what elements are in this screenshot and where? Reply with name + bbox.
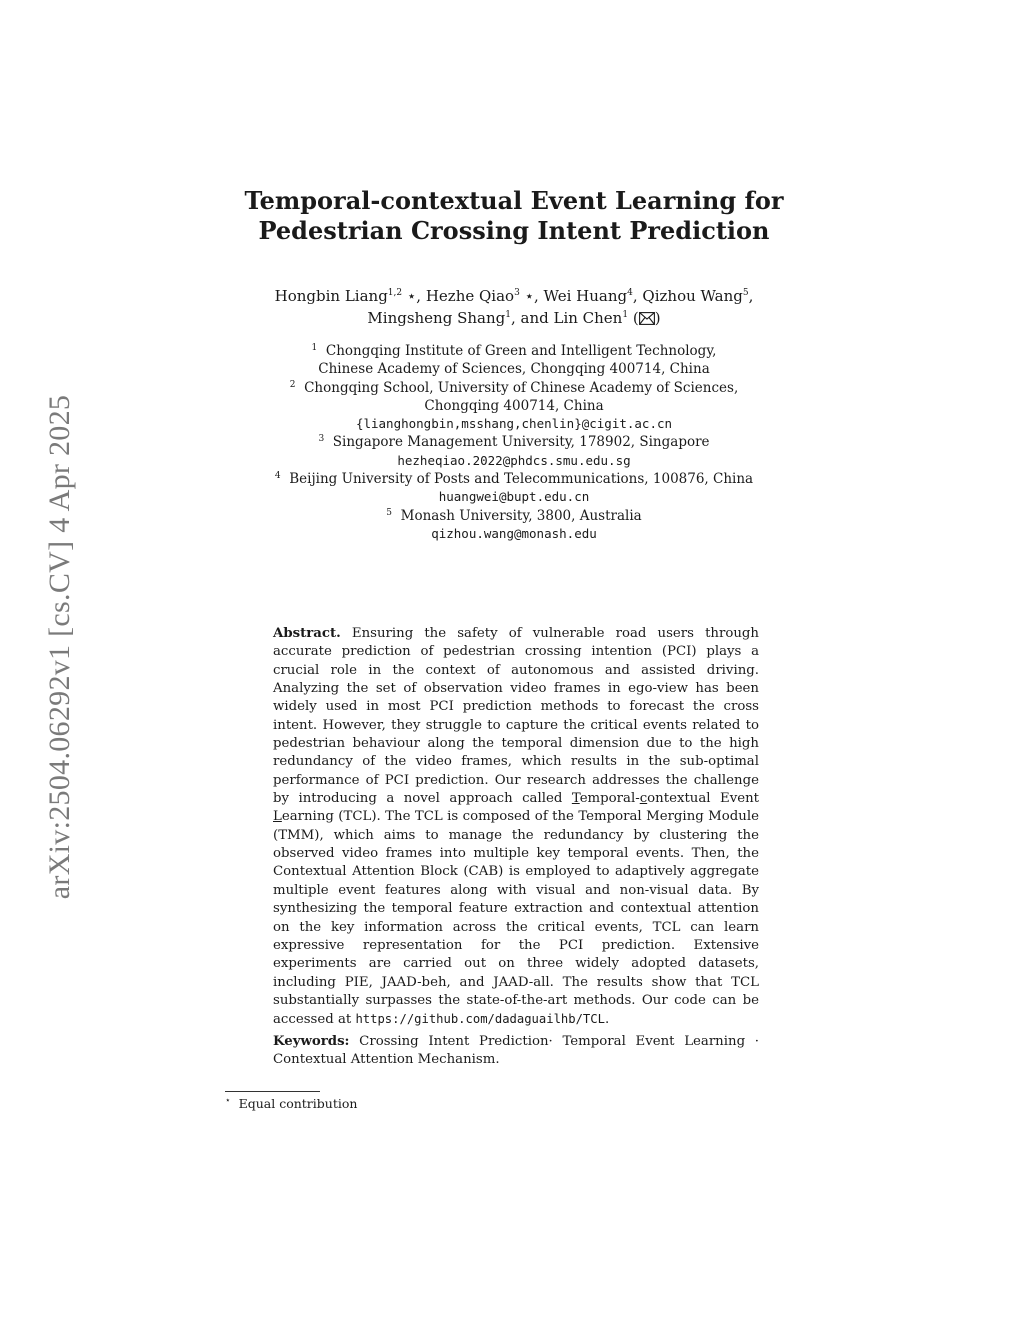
arxiv-identifier: arXiv:2504.06292v1 [cs.CV] 4 Apr 2025	[43, 394, 76, 900]
envelope-icon	[639, 312, 655, 325]
author-4: Qizhou Wang$^5$,	[642, 287, 754, 305]
title-line-2: Pedestrian Crossing Intent Prediction	[258, 216, 770, 245]
footnote	[225, 1096, 357, 1112]
author-6: Lin Chen$^1$	[553, 309, 629, 327]
author-list	[180, 285, 848, 329]
affiliation-2-cont: Chongqing 400714, China	[424, 397, 604, 414]
keywords	[273, 1033, 759, 1070]
tcl-name: Temporal-contextual Event Learning	[273, 791, 760, 825]
affiliation-5-email[interactable]: qizhou.wang@monash.edu	[431, 525, 597, 541]
corresponding-author-marker: ( )	[632, 309, 661, 327]
keywords-text: Crossing Intent Prediction· Temporal Event Learning · Contextual Attention Mechanism.	[273, 1034, 759, 1068]
author-1: Hongbin Liang$^{1,2}$ ⋆,	[274, 287, 426, 305]
affiliation-1: $^1$ Chongqing Institute of Green and Intelligent Technology,	[311, 343, 717, 359]
affiliation-1-cont: Chinese Academy of Sciences, Chongqing 400714, China	[318, 361, 710, 378]
abstract-text: Ensuring the safety of vulnerable road users through accurate prediction of pedestrian crossing intention (PCI) plays a crucial role in the context of autonomous and assisted driving. Analyzing the set of observation video frames in ego-view has been widely used in most PCI prediction methods to forecast the cross intent. However, they struggle to capture the critical events related to pedestrian behaviour along the temporal dimension due to the high redundancy of the video frames, which results in the sub-optimal performance of PCI prediction. Our research addresses the challenge by introducing a novel approach called	[273, 626, 759, 807]
code-link[interactable]: https://github.com/dadaguailhb/TCL	[355, 1012, 605, 1027]
affiliation-5: $^5$ Monash University, 3800, Australia	[386, 507, 642, 524]
affiliations	[180, 342, 848, 543]
footnote-text: Equal contribution	[238, 1096, 358, 1111]
affiliation-3-email[interactable]: hezheqiao.2022@phdcs.smu.edu.sg	[397, 452, 631, 468]
affiliation-3: $^3$ Singapore Management University, 178902, Singapore	[318, 434, 710, 451]
footnote-rule	[225, 1091, 320, 1092]
title-line-1: Temporal-contextual Event Learning for	[244, 186, 784, 215]
author-2: Hezhe Qiao$^3$ ⋆,	[425, 287, 544, 305]
paper-title	[200, 186, 828, 246]
abstract-label: Abstract.	[273, 626, 341, 641]
keywords-label: Keywords:	[273, 1034, 350, 1049]
footnote-mark: ⋆	[225, 1096, 231, 1106]
affiliation-2: $^2$ Chongqing School, University of Chinese Academy of Sciences,	[289, 379, 739, 396]
affiliation-4-email[interactable]: huangwei@bupt.edu.cn	[438, 489, 590, 505]
affiliation-4: $^4$ Beijing University of Posts and Telecommunications, 100876, China	[274, 471, 754, 488]
affiliation-2-email[interactable]: {lianghongbin,msshang,chenlin}@cigit.ac.cn	[355, 416, 673, 432]
author-5: Mingsheng Shang$^1$, and	[367, 309, 554, 327]
author-3: Wei Huang$^4$,	[543, 287, 643, 305]
abstract-text-cont: (TCL). The TCL is composed of the Temporal Merging Module (TMM), which aims to manage the redundancy by clustering the observed video frames into multiple key temporal events. Then, the Contextual Attention Block (CAB) is employed to adaptively aggregate multiple event features along with visual and non-visual data. By synthesizing the temporal feature extraction and contextual attention on the key information across the critical events, TCL can learn expressive representation for the PCI prediction. Extensive experiments are carried out on three widely adopted datasets, including PIE, JAAD-beh, and JAAD-all. The results show that TCL substantially surpasses the state-of-the-art methods. Our code can be accessed at	[273, 809, 759, 1028]
abstract: Abstract. Ensuring the safety of vulnerable road users through accurate prediction of pedestrian crossing intention (PCI) plays a crucial role in the context of autonomous and assisted driving. Analyzing the set of observation video frames in ego-view has been widely used in most PCI prediction methods to forecast the cross intent. However, they struggle to capture the critical events related to pedestrian behaviour along the temporal dimension due to the high redundancy of the video frames, which results in the sub-optimal performance of PCI prediction. Our research addresses the challenge by introducing a novel approach called Temporal-contextual Event Learning (TCL). The TCL is composed of the Temporal Merging Module (TMM), which aims to manage the redundancy by clustering the observed video frames into multiple key temporal events. Then, the Contextual Attention Block (CAB) is employed to adaptively aggregate multiple event features along with visual and non-visual data. By synthesizing the temporal feature extraction and contextual attention on the key information across the critical events, TCL can learn expressive representation for the PCI prediction. Extensive experiments are carried out on three widely adopted datasets, including PIE, JAAD-beh, and JAAD-all. The results show that TCL substantially surpasses the state-of-the-art methods. Our code can be accessed at https://github.com/dadaguailhb/TCL.	[273, 626, 760, 1028]
